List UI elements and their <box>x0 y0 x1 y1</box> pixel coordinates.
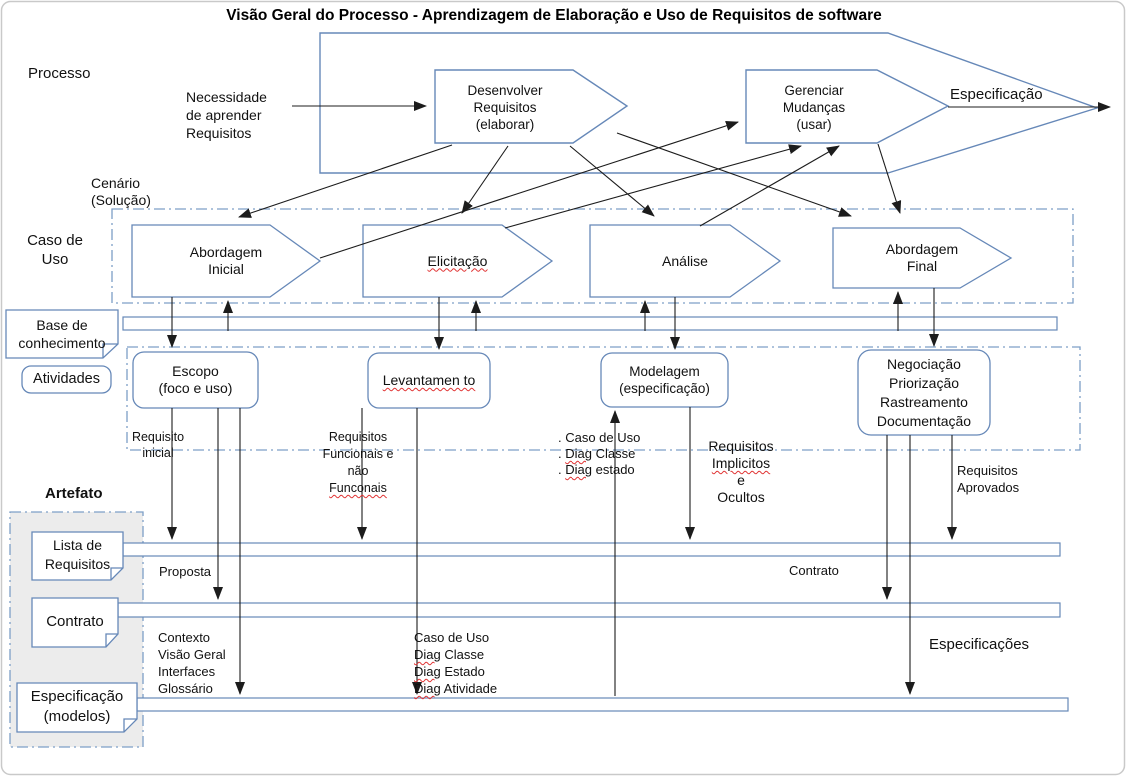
label-caso-de-uso: Caso de Uso <box>27 232 83 268</box>
label-especificacao-modelos: Especificação (modelos) <box>30 688 124 725</box>
label-requisitos-aprovados: Requisitos Aprovados <box>957 463 1020 495</box>
label-base-conhecimento: Base de conhecimento <box>18 317 106 351</box>
label-processo: Processo <box>28 65 91 82</box>
label-cenario: Cenário (Solução) <box>91 175 151 208</box>
label-modelagem-inputs: . Caso de Uso . Diag Classe . Diag estado <box>558 430 641 477</box>
label-desenvolver-requisitos: Desenvolver Requisitos (elaborar) <box>467 82 543 132</box>
label-lista-requisitos: Lista de Requisitos <box>44 537 111 572</box>
label-especificacao-out: Especificação <box>950 86 1043 103</box>
label-especificacoes-flow: Especificações <box>929 636 1030 653</box>
label-especificacao-list: Caso de Uso Diag Classe Diag Estado Diag Atividade <box>414 630 498 696</box>
bar-lista-requisitos <box>123 543 1060 556</box>
label-contrato-note: Contrato <box>46 612 104 630</box>
label-levantamento: Levantamen to <box>382 372 476 388</box>
label-modelagem: Modelagem (especificação) <box>619 364 710 396</box>
label-artefato: Artefato <box>45 485 103 502</box>
label-abordagem-final: Abordagem Final <box>885 241 959 274</box>
arrow-analise-to-gerenciar <box>700 146 839 226</box>
arrow-desenvolver-to-analise <box>570 146 654 216</box>
arrow-gerenciar-to-abordagem-final <box>878 144 900 213</box>
label-requisito-inicial: Requisito inicial <box>131 430 185 460</box>
label-negociacao: Negociação Priorização Rastreamento Documentação <box>876 355 972 429</box>
label-contexto-list: Contexto Visão Geral Interfaces Glossário <box>158 630 226 696</box>
arrow-desenvolver-to-abordagem-final <box>617 133 851 216</box>
knowledge-base-bar <box>123 317 1057 330</box>
bar-especificacao <box>137 698 1068 711</box>
label-requisitos-implicitos: Requisitos Implicitos e Ocultos <box>708 438 774 505</box>
diagram-title: Visão Geral do Processo - Aprendizagem de Elaboração e Uso de Requisitos de software <box>226 7 882 24</box>
label-necessidade: Necessidade de aprender Requisitos <box>186 89 267 141</box>
bar-contrato <box>118 603 1060 617</box>
arrow-desenvolver-to-abordagem-inicial <box>239 145 452 217</box>
arrow-desenvolver-to-elicitacao <box>462 146 508 213</box>
label-contrato-flow: Contrato <box>789 563 839 578</box>
label-gerenciar-mudancas: Gerenciar Mudanças (usar) <box>782 82 846 132</box>
label-atividades: Atividades <box>33 371 100 387</box>
label-proposta: Proposta <box>159 564 212 579</box>
label-requisitos-funcionais: Requisitos Funcionais e não Funconais <box>322 430 394 495</box>
label-escopo: Escopo (foco e uso) <box>158 363 233 396</box>
label-abordagem-inicial: Abordagem Inicial <box>189 244 263 277</box>
label-analise: Análise <box>662 252 708 269</box>
label-elicitacao: Elicitação <box>427 252 488 269</box>
